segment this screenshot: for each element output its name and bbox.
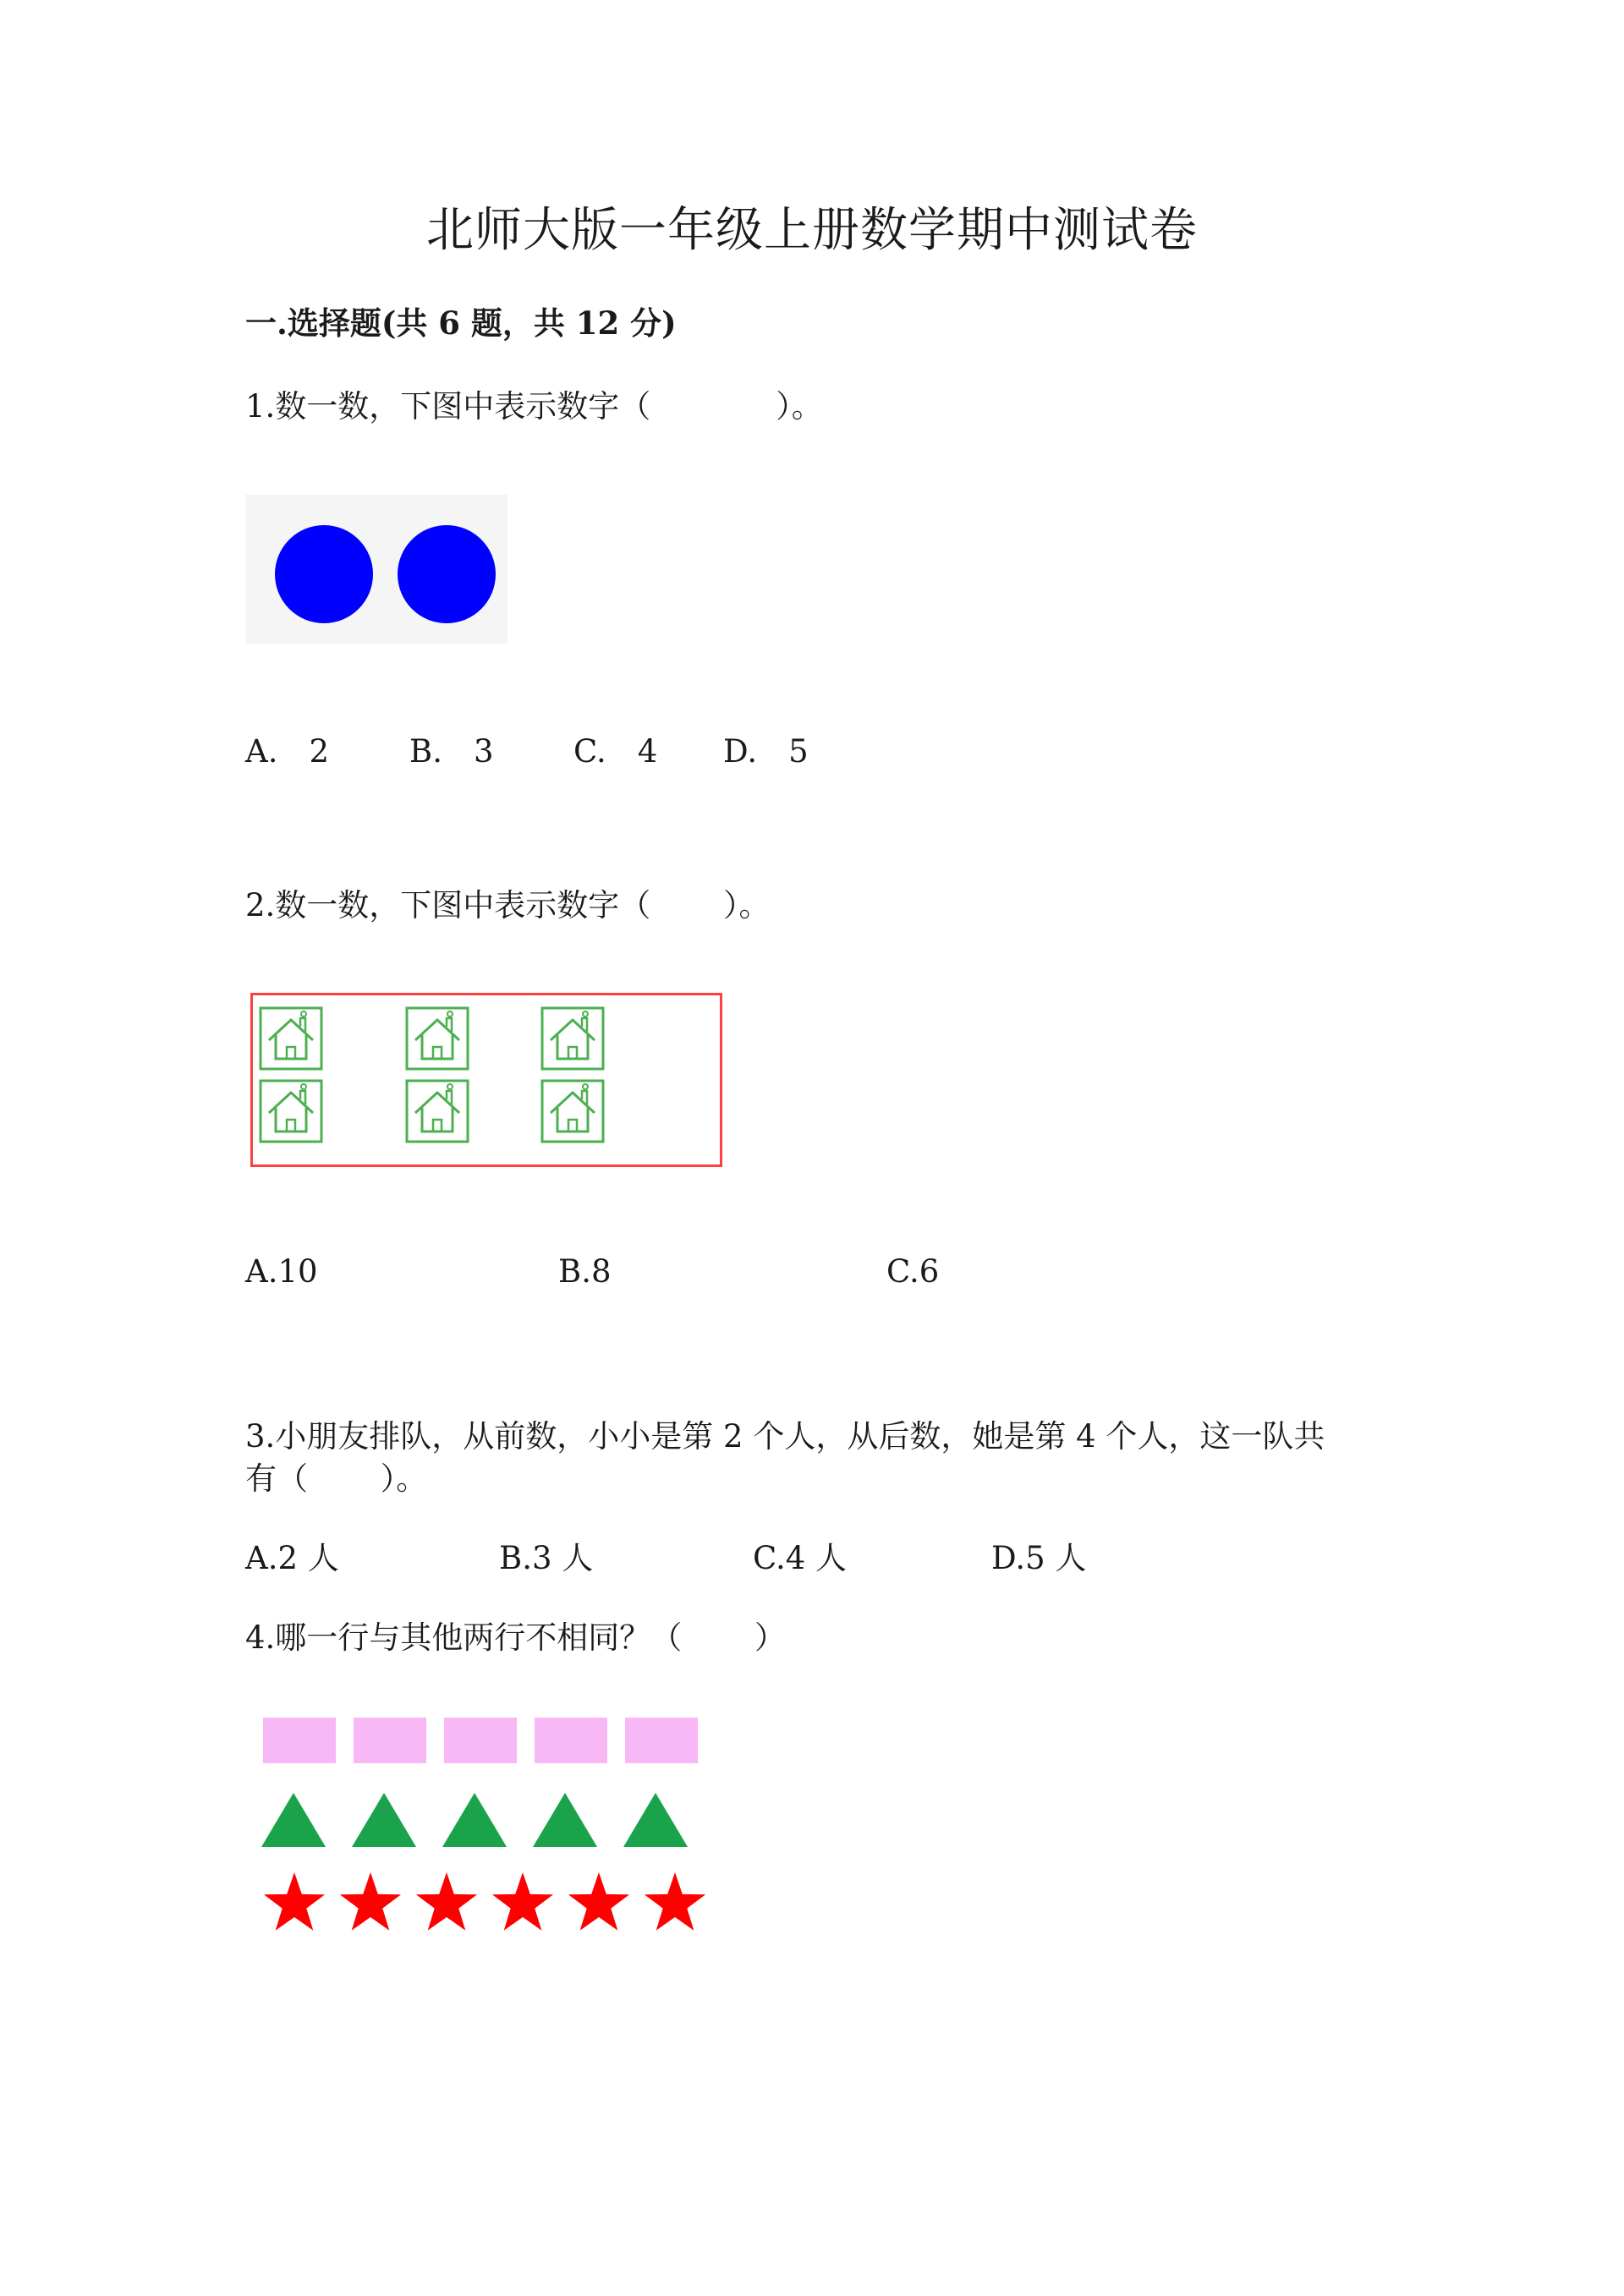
house-icon (261, 1081, 321, 1142)
option-a[interactable]: A.10 (245, 1253, 318, 1290)
pink-rectangle (535, 1718, 607, 1763)
question-2-figure (250, 993, 722, 1167)
red-star (340, 1872, 401, 1931)
pink-rectangle (263, 1718, 336, 1763)
green-triangle (442, 1793, 507, 1847)
green-triangle (352, 1793, 416, 1847)
option-b[interactable]: B.8 (558, 1253, 612, 1290)
red-star (568, 1872, 629, 1931)
green-triangle (261, 1793, 326, 1847)
red-star (492, 1872, 553, 1931)
house-icon (542, 1008, 603, 1069)
question-4-stem: 4.哪一行与其他两行不相同？（ ） (245, 1619, 787, 1656)
question-4-figure (245, 1717, 719, 1954)
option-d[interactable]: D. 5 (723, 733, 809, 770)
question-2-stem: 2.数一数，下图中表示数字（ ）。 (245, 887, 771, 923)
question-1-figure (245, 495, 508, 644)
option-c[interactable]: C.4 人 (753, 1540, 848, 1576)
page-title: 北师大版一年级上册数学期中测试卷 (426, 203, 1198, 258)
green-triangle (533, 1793, 597, 1847)
house-icon (542, 1081, 603, 1142)
house-icon (407, 1081, 468, 1142)
option-d[interactable]: D.5 人 (991, 1540, 1087, 1576)
option-a[interactable]: A. 2 (245, 733, 330, 770)
pink-rectangle (625, 1718, 698, 1763)
question-3-stem-line-1: 3.小朋友排队，从前数，小小是第 2 个人，从后数，她是第 4 个人，这一队共 (245, 1418, 1325, 1455)
option-c[interactable]: C. 4 (573, 733, 658, 770)
question-3-stem-line-2: 有（ ）。 (245, 1460, 428, 1497)
pink-rectangle (354, 1718, 426, 1763)
house-icon (261, 1008, 321, 1069)
blue-circle (275, 525, 373, 623)
pink-rectangle (444, 1718, 517, 1763)
option-c[interactable]: C.6 (886, 1253, 940, 1290)
red-star (264, 1872, 325, 1931)
blue-circle (398, 525, 496, 623)
red-star (645, 1872, 705, 1931)
option-a[interactable]: A.2 人 (245, 1540, 339, 1576)
house-icon (407, 1008, 468, 1069)
section-heading: 一.选择题(共 6 题，共 12 分) (245, 304, 677, 342)
question-1-stem: 1.数一数，下图中表示数字（ ）。 (245, 388, 823, 425)
option-b[interactable]: B.3 人 (499, 1540, 594, 1576)
option-b[interactable]: B. 3 (409, 733, 494, 770)
red-star (416, 1872, 477, 1931)
green-triangle (623, 1793, 688, 1847)
